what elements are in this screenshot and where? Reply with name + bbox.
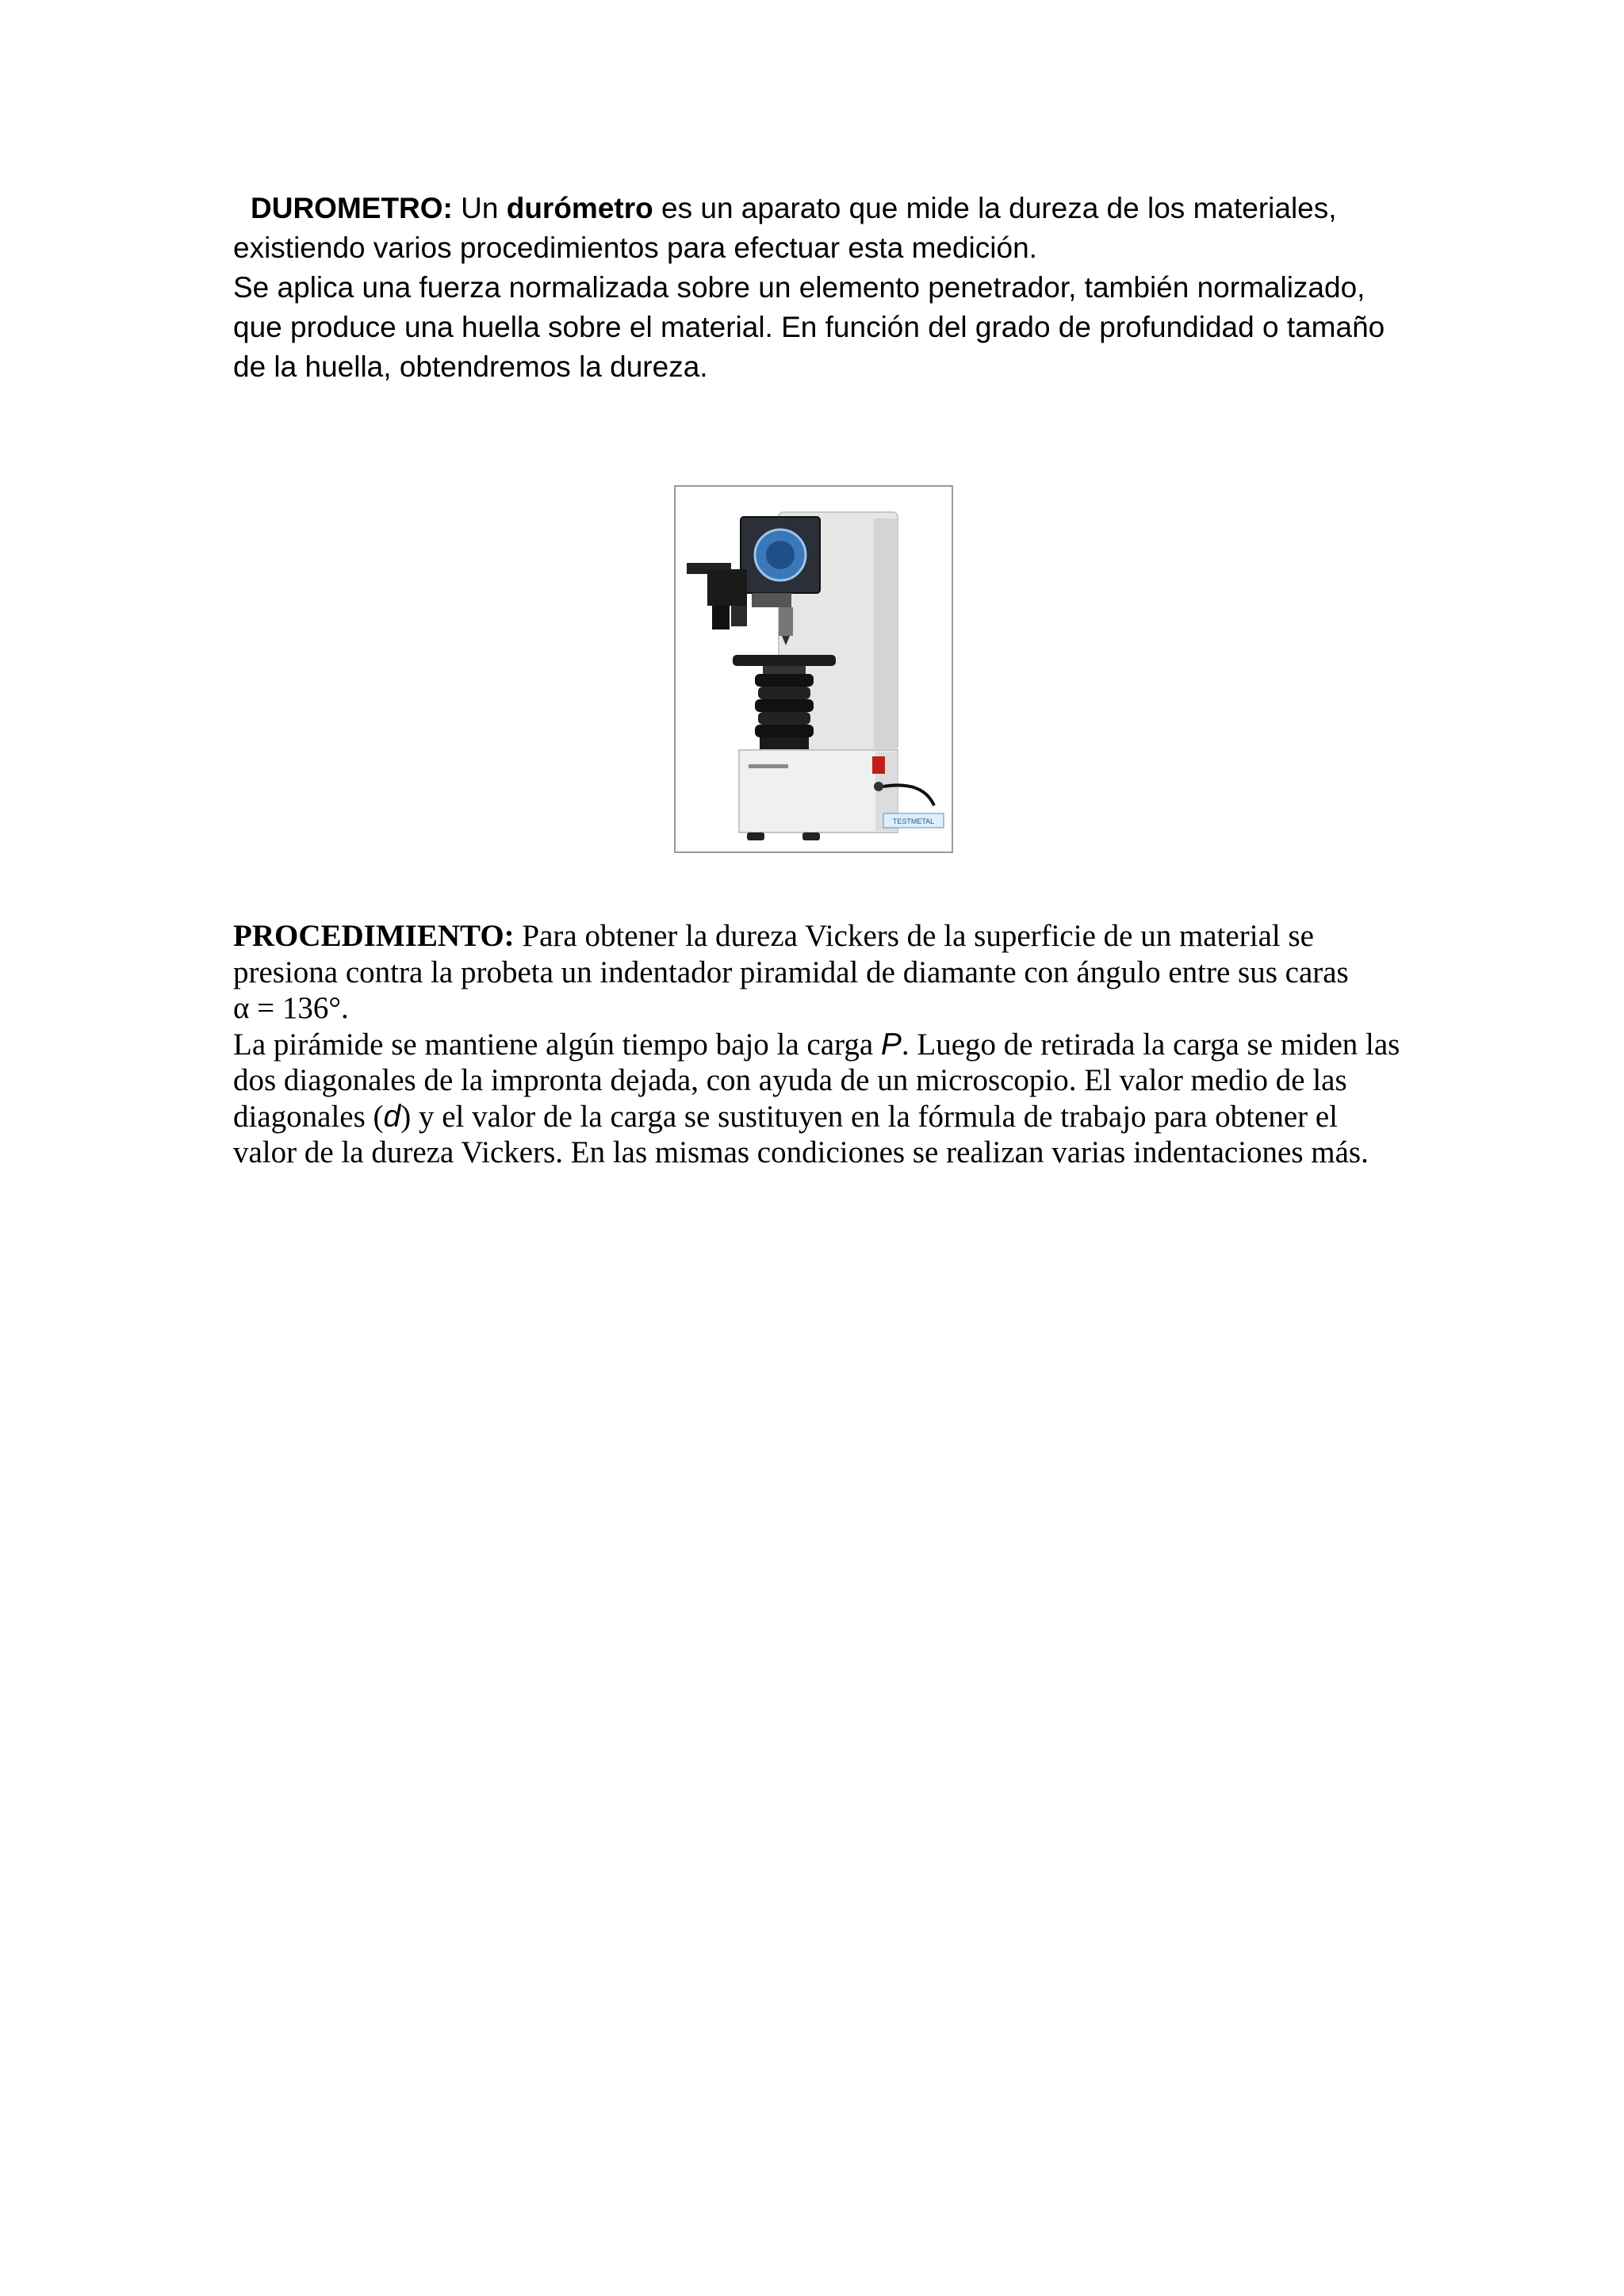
para2-part-b: . Luego de retirada la carga se miden las dos diagonales de la impronta dejada, con ayuda de un microscopio. El valor medio de las diagonales (: [233, 1027, 1400, 1134]
para2-part-a: La pirámide se mantiene algún tiempo bajo la carga: [233, 1027, 881, 1062]
hardness-tester-figure: [674, 485, 953, 853]
durometro-term: durómetro: [506, 192, 653, 224]
durometro-line-2: existiendo varios procedimientos para efectuar esta medición.: [233, 232, 1037, 264]
para2-part-c: ) y el valor de la carga se sustituyen en la fórmula de trabajo para obtener el valor de la dureza Vickers. En las mismas condiciones se realizan varias indentaciones más.: [233, 1099, 1369, 1169]
durometro-section: [233, 189, 1407, 387]
load-symbol: P: [880, 1027, 902, 1062]
procedimiento-paragraph-1: [233, 918, 1407, 990]
durometro-heading: DUROMETRO:: [251, 192, 453, 224]
brand-label: TESTMETAL: [892, 817, 935, 825]
durometro-intro-pre: Un: [452, 192, 507, 224]
procedimiento-section: [233, 918, 1407, 1171]
procedimiento-heading: PROCEDIMIENTO:: [233, 919, 515, 953]
durometro-paragraph-2: Se aplica una fuerza normalizada sobre un elemento penetrador, también normalizado, que produce una huella sobre el material. En función del grado de profundidad o tamaño de la huella, obtendremos la dureza.: [233, 271, 1385, 383]
procedimiento-para1: Para obtener la dureza Vickers de la superficie de un material se presiona contra la probeta un indentador piramidal de diamante con ángulo entre sus caras: [233, 919, 1349, 989]
diagonal-symbol: d: [383, 1099, 401, 1134]
hardness-tester-image: [676, 487, 952, 851]
procedimiento-paragraph-2: [233, 1027, 1407, 1171]
durometro-intro-post: es un aparato que mide la dureza de los materiales,: [653, 192, 1337, 224]
angle-value: α = 136°.: [233, 991, 349, 1025]
durometro-line-1: [233, 189, 1407, 228]
